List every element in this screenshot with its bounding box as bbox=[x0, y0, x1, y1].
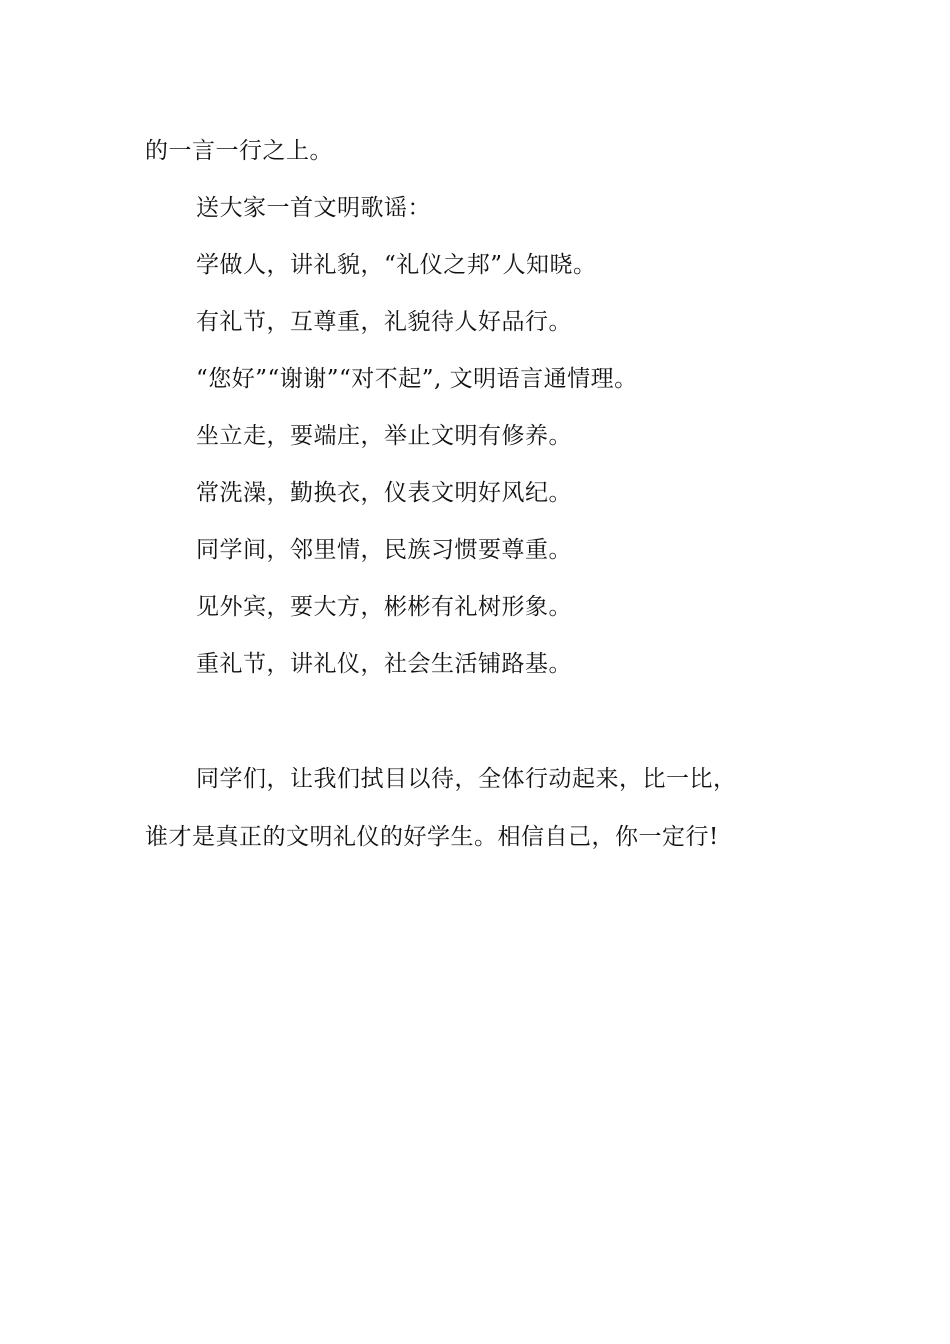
verse-line-5: 常洗澡，勤换衣，仪表文明好风纪。 bbox=[196, 480, 572, 506]
verse-line-2: 有礼节，互尊重，礼貌待人好品行。 bbox=[196, 309, 572, 335]
text-line-continuation: 的一言一行之上。 bbox=[145, 138, 333, 164]
verse-line-6: 同学间，邻里情，民族习惯要尊重。 bbox=[196, 537, 572, 563]
verse-line-8: 重礼节，讲礼仪，社会生活铺路基。 bbox=[196, 651, 572, 677]
text-line-intro: 送大家一首文明歌谣： bbox=[196, 195, 431, 221]
verse-line-4: 坐立走，要端庄，举止文明有修养。 bbox=[196, 423, 572, 449]
verse-line-7: 见外宾，要大方，彬彬有礼树形象。 bbox=[196, 594, 572, 620]
verse-line-3: “您好”“谢谢”“对不起”, 文明语言通情理。 bbox=[196, 366, 638, 392]
closing-paragraph-line-2: 谁才是真正的文明礼仪的好学生。相信自己，你一定行! bbox=[145, 824, 719, 850]
closing-paragraph-line-1: 同学们，让我们拭目以待，全体行动起来，比一比， bbox=[196, 766, 737, 792]
verse-line-1: 学做人，讲礼貌，“礼仪之邦”人知晓。 bbox=[196, 252, 597, 278]
